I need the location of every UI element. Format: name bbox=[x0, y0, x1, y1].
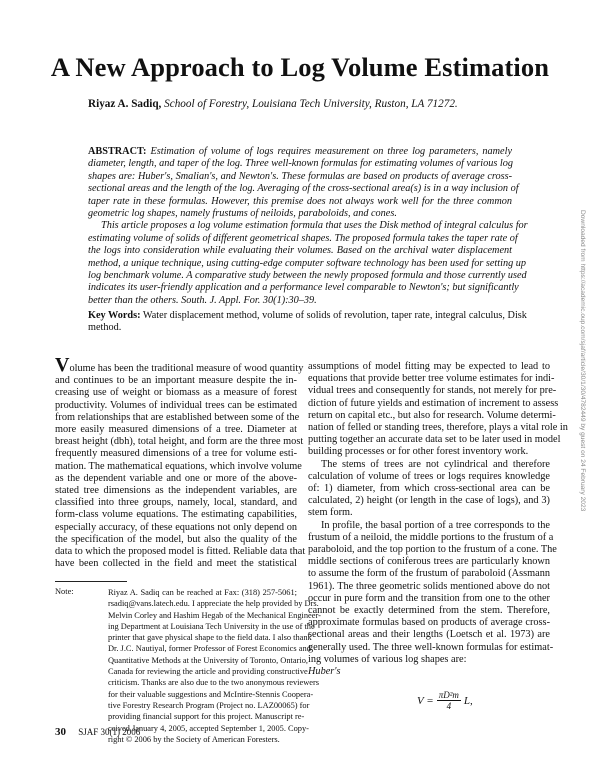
huber-heading: Huber's bbox=[308, 666, 341, 677]
line-text: indicates its user-friendly application and a performance level comparable to Newton's; but significantly bbox=[88, 282, 519, 294]
line-text: paraboloid, and the top portion to the frustum of a cone. The bbox=[308, 544, 557, 556]
text-line bbox=[88, 196, 512, 208]
text-line bbox=[108, 711, 305, 722]
author-note bbox=[108, 587, 321, 745]
text-line bbox=[308, 507, 550, 519]
text-line bbox=[108, 632, 312, 643]
line-text: the specification of the model, but also the quality of the bbox=[55, 533, 297, 545]
line-text: 1961). The three geometric solids mentioned above do not bbox=[308, 580, 550, 592]
text-line bbox=[108, 700, 310, 711]
text-line bbox=[88, 310, 527, 322]
formula-numerator: πD²m bbox=[438, 690, 459, 700]
line-text: more easily measured dimensions of a tree. Diameter at bbox=[55, 424, 297, 436]
text-line bbox=[308, 641, 554, 654]
line-text: geometric log shapes, namely frustums of neiloids, paraboloids, and cones. bbox=[88, 208, 397, 220]
line-text: breast height (dbh), total height, and form are the three most bbox=[55, 436, 304, 448]
line-text: right © 2006 by the Society of American Foresters. bbox=[108, 734, 280, 744]
line-text: method, a unique technique, using cutting-edge computer software technology has been used for setting up bbox=[88, 257, 527, 269]
line-text: cannot be exactly determined from the stem. Therefore, bbox=[308, 605, 550, 617]
line-text: to assume the form of the frustum of paraboloid (Assmann bbox=[308, 568, 550, 580]
line-text: Water displacement method, volume of solids of revolution, taper rate, integral calculus, Disk bbox=[142, 310, 527, 321]
line-text: productivity. Volumes of individual trees can be estimated bbox=[55, 399, 297, 411]
line-text: middle sections of coniferous trees are particularly known bbox=[308, 556, 550, 568]
line-text: frequently measured dimensions of a tree for volume esti- bbox=[55, 448, 297, 460]
line-text: equations that provide better tree volume estimates for indi- bbox=[308, 373, 555, 385]
line-text: Estimation of volume of logs requires measurement on three log parameters, namely bbox=[150, 146, 513, 157]
line-text: stem form. bbox=[308, 507, 353, 519]
line-text: tive Forestry Research Program (Project no. LAZ00065) for bbox=[108, 700, 310, 710]
text-line bbox=[55, 387, 297, 399]
line-text: diameter, length, and taper of the log. Three well-known formulas for estimating volumes of various log bbox=[88, 158, 513, 170]
note-label: Note: bbox=[55, 587, 74, 596]
text-line bbox=[88, 295, 512, 307]
line-text: printer that gave physical shape to the field data. I also thank bbox=[108, 633, 312, 643]
author-name: Riyaz A. Sadiq, bbox=[88, 98, 162, 110]
text-line bbox=[308, 629, 550, 641]
line-text: vidual trees and consequently for stands, not merely for pre- bbox=[308, 385, 557, 397]
text-line bbox=[308, 531, 554, 544]
text-line bbox=[308, 568, 550, 580]
text-line bbox=[308, 422, 568, 434]
text-line bbox=[108, 587, 297, 598]
line-text: method. bbox=[88, 322, 122, 334]
text-line bbox=[308, 617, 550, 629]
author-line bbox=[88, 98, 458, 110]
line-text: calculated, 2) height (or length in the case of logs), and 3) bbox=[308, 495, 550, 507]
section-label: Key Words: bbox=[88, 310, 141, 321]
line-text: Melvin Corley and Hashim Hegab of the Mechanical Engineer- bbox=[108, 610, 321, 620]
line-text: data to which the proposed model is fitted. Reliable data that bbox=[55, 546, 306, 558]
text-line bbox=[88, 322, 512, 334]
drop-cap: V bbox=[55, 354, 70, 376]
line-text: calculation of volume of trees or logs requires knowledge bbox=[308, 470, 550, 482]
line-text: This article proposes a log volume estimation formula that uses the Disk method of integral calculus for bbox=[101, 220, 528, 232]
line-text: of: 1) diameter, from which cross-sectional area can be bbox=[308, 483, 550, 495]
text-line bbox=[108, 598, 319, 609]
line-text: criticism. Thanks are also due to the two anonymous reviewers bbox=[108, 678, 320, 688]
text-line bbox=[88, 183, 519, 195]
text-line bbox=[88, 232, 518, 245]
line-text: especially accuracy, of these equations not only depend on bbox=[55, 521, 297, 533]
text-line bbox=[308, 654, 550, 666]
line-text: stated tree dimensions as the independent variables, are bbox=[55, 485, 297, 497]
footnote-divider bbox=[55, 581, 127, 582]
line-text: providing financial support for this project. Manuscript re- bbox=[108, 712, 305, 722]
line-text: approximate formulas based on products of average cross- bbox=[308, 617, 550, 629]
text-line bbox=[108, 655, 308, 666]
text-line bbox=[55, 546, 306, 558]
line-text: rsadiq@vans.latech.edu. I appreciate the help provided by Drs. bbox=[108, 599, 319, 609]
journal-citation: SJAF 30(1) 2006 bbox=[78, 727, 141, 737]
line-text: ing Department at Louisiana Tech University in the use of the bbox=[108, 621, 315, 631]
line-text: Quantitative Methods at the University of Toronto, Ontario, bbox=[108, 655, 308, 665]
line-text: Canada for reviewing the article and providing constructive bbox=[108, 667, 308, 677]
text-line bbox=[55, 424, 297, 436]
text-line bbox=[308, 434, 561, 446]
text-line bbox=[308, 471, 550, 483]
text-line bbox=[308, 556, 550, 568]
line-text: generally used. The three well-known formulas for estimat- bbox=[308, 641, 554, 653]
text-line bbox=[88, 171, 512, 183]
text-line bbox=[308, 397, 559, 410]
line-text: and continues to be an important measure despite the in- bbox=[55, 375, 297, 387]
line-text: from relationships that are established between some of the bbox=[55, 411, 300, 423]
line-text: frustum of a neiloid, the middle portions to the frustum of a bbox=[308, 531, 554, 543]
text-line bbox=[88, 270, 527, 282]
line-text: classified into three groups, namely, local, standard, and bbox=[55, 497, 297, 509]
text-line bbox=[88, 257, 527, 270]
download-watermark: Downloaded from https://academic.oup.com/sjaf/article/30/1/30/4782449 by guest on 24 February 2023 bbox=[579, 210, 586, 512]
line-text: estimating volume of solids of different geometrical shapes. The proposed formula takes the taper rate of bbox=[88, 232, 518, 244]
abstract bbox=[88, 146, 528, 307]
line-text: putting together an accurate data set to be later used in model bbox=[308, 434, 561, 446]
line-text: ceived January 4, 2005, accepted September 1, 2005. Copy- bbox=[108, 723, 309, 733]
text-line bbox=[108, 666, 308, 677]
text-line bbox=[88, 158, 512, 170]
page-number: 30 bbox=[55, 726, 66, 738]
text-line bbox=[308, 385, 557, 397]
page-footer bbox=[55, 726, 140, 738]
text-line bbox=[55, 473, 297, 485]
text-line bbox=[108, 643, 311, 654]
text-line bbox=[55, 485, 297, 497]
line-text: Dr. J.C. Nautiyal, former Professor of Forest Economics and bbox=[108, 644, 311, 654]
text-line bbox=[55, 375, 297, 387]
line-text: form-class volume equations. The estimating capabilities, bbox=[55, 509, 297, 521]
text-line bbox=[88, 245, 512, 257]
line-text: mation. The mathematical equations, which involve volume bbox=[55, 460, 302, 472]
text-line bbox=[308, 495, 550, 507]
line-text: creasing use of weight or biomass as a measure of forest bbox=[55, 387, 297, 399]
line-text: olume has been the traditional measure of wood quantity bbox=[69, 363, 304, 374]
text-line bbox=[308, 409, 556, 422]
text-line bbox=[108, 689, 314, 700]
text-line bbox=[55, 411, 300, 424]
formula-lhs: V = bbox=[417, 694, 434, 707]
line-text: ing volumes of various log shapes are: bbox=[308, 653, 467, 665]
keywords bbox=[88, 310, 527, 335]
text-line bbox=[55, 558, 297, 570]
line-text: better than the others. South. J. Appl. For. 30(1):30–39. bbox=[88, 294, 317, 306]
line-text: taper rate in these formulas. However, this premise does not always work well for the three common bbox=[88, 195, 512, 207]
text-line bbox=[308, 459, 550, 471]
text-line bbox=[88, 282, 519, 294]
line-text: return on capital etc., but also for research. Volume determi- bbox=[308, 409, 556, 421]
line-text: as the dependent variable and one or more of the above- bbox=[55, 472, 297, 484]
line-text: The stems of trees are not cylindrical and therefore bbox=[321, 458, 550, 470]
line-text: Riyaz A. Sadiq can be reached at Fax: (318) 257-5061; bbox=[108, 588, 297, 597]
right-column-text bbox=[308, 361, 568, 666]
text-line bbox=[55, 460, 302, 473]
text-line bbox=[55, 497, 297, 509]
line-text: sectional areas and the length of the log. Averaging of the cross-sectional area(s) is in a way inclusion of bbox=[88, 183, 519, 195]
section-label: ABSTRACT: bbox=[88, 146, 147, 157]
text-line bbox=[308, 520, 550, 532]
text-line bbox=[88, 220, 528, 232]
text-line bbox=[55, 400, 297, 412]
text-line bbox=[308, 373, 555, 385]
line-text: have been collected in the field and meet the statistical bbox=[55, 558, 297, 570]
text-line bbox=[108, 621, 315, 632]
line-text: log benchmark volume. A comparative study between the newly proposed formula and those currently used bbox=[88, 270, 527, 282]
line-text: occur in pure form and the transition from one to the other bbox=[308, 592, 550, 604]
line-text: assumptions of model fitting may be expected to lead to bbox=[308, 361, 550, 372]
text-line bbox=[308, 544, 557, 556]
text-line bbox=[308, 581, 550, 593]
author-affiliation: School of Forestry, Louisiana Tech University, Ruston, LA 71272. bbox=[164, 98, 458, 110]
line-text: building processes or for other forest inventory work. bbox=[308, 446, 529, 458]
line-text: diction of future yields and estimation of increment to assess bbox=[308, 397, 559, 409]
text-line bbox=[308, 446, 550, 458]
line-text: nation of felled or standing trees, therefore, plays a vital role in bbox=[308, 422, 568, 434]
huber-formula bbox=[417, 690, 473, 711]
text-line bbox=[55, 436, 304, 448]
paper-title: A New Approach to Log Volume Estimation bbox=[50, 52, 550, 82]
text-line bbox=[88, 146, 512, 158]
formula-rhs: L, bbox=[463, 694, 473, 707]
line-text: shapes are: Huber's, Smalian's, and Newton's. These formulas are based on products of average cross- bbox=[88, 170, 512, 182]
text-line bbox=[55, 522, 297, 534]
formula-denominator: 4 bbox=[446, 701, 452, 711]
text-line bbox=[55, 354, 304, 376]
text-line bbox=[308, 483, 550, 495]
text-line bbox=[55, 448, 297, 460]
text-line bbox=[55, 509, 297, 521]
left-column-text bbox=[55, 354, 306, 570]
text-line bbox=[108, 610, 321, 621]
line-text: sectional areas and their lengths (Loetsch et al. 1973) are bbox=[308, 629, 550, 641]
formula-fraction bbox=[437, 690, 461, 711]
line-text: for their valuable suggestions and McIntire-Stennis Coopera- bbox=[108, 689, 314, 699]
text-line bbox=[55, 534, 297, 546]
text-line bbox=[308, 361, 550, 373]
text-line bbox=[308, 593, 550, 605]
line-text: the logs into consideration while evaluating their volumes. Based on the archival water displacement bbox=[88, 245, 512, 257]
text-line bbox=[308, 605, 550, 617]
text-line bbox=[108, 677, 320, 688]
line-text: In profile, the basal portion of a tree corresponds to the bbox=[321, 519, 550, 531]
text-line bbox=[88, 208, 512, 220]
